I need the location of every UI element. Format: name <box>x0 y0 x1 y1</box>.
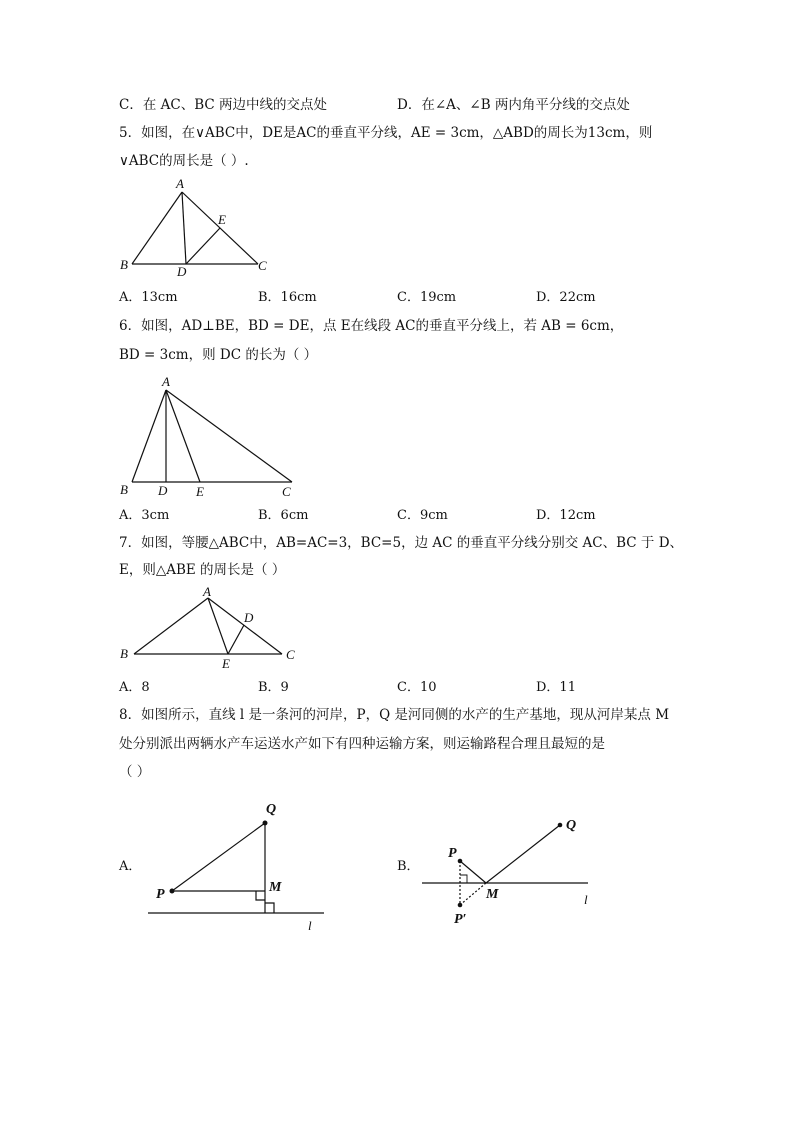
q5-segment-ab <box>132 192 182 264</box>
q5-label-e: E <box>218 212 226 227</box>
q6-label-a: A <box>162 374 170 389</box>
q8b-point-q <box>558 823 563 828</box>
q5-option-d: D．22cm <box>536 290 596 305</box>
q7-stem-line2: E，则△ABE 的周长是（ ） <box>119 562 286 578</box>
q8-stem-line3: （ ） <box>119 764 151 780</box>
q8-stem-line1: 8．如图所示，直线 l 是一条河的河岸，P，Q 是河同侧的水产的生产基地，现从河岸某点 M <box>119 707 670 723</box>
q6-segment-ac <box>166 390 292 482</box>
q7-stem-line1: 7．如图，等腰△ABC中，AB=AC=3，BC=5，边 AC 的垂直平分线分别交 AC、BC 于 D、 <box>119 535 684 551</box>
q7-triangle-figure <box>110 584 310 674</box>
q8b-right-angle-mark <box>460 875 467 883</box>
q4-option-c: C．在 AC、BC 两边中线的交点处 <box>119 97 327 113</box>
q8b-point-p <box>458 859 463 864</box>
q8a-point-q <box>263 821 268 826</box>
q7-segment-ae <box>208 598 228 654</box>
q8a-label-q: Q <box>266 802 277 817</box>
q6-stem-line2: BD = 3cm，则 DC 的长为（ ） <box>119 347 318 363</box>
q6-option-a: A．3cm <box>119 508 170 523</box>
q8b-segment-pm <box>460 861 486 883</box>
q6-label-c: C <box>282 484 291 499</box>
q8a-point-p <box>170 889 175 894</box>
q8-option-b: B． <box>397 859 420 874</box>
q7-label-b: B <box>120 646 128 661</box>
q5-triangle-figure <box>110 170 280 280</box>
q8b-label-l: l <box>584 892 588 907</box>
q6-label-d: D <box>158 483 168 498</box>
q5-label-c: C <box>258 258 267 273</box>
q8b-label-q: Q <box>566 818 577 833</box>
q6-label-e: E <box>196 484 204 499</box>
q7-segment-ac <box>208 598 282 654</box>
q8b-label-m: M <box>486 887 499 902</box>
q7-segment-de <box>228 625 244 654</box>
q8a-right-angle-mark <box>265 903 274 913</box>
q5-segment-ad <box>182 192 186 264</box>
q5-stem-line1: 5．如图，在∨ABC中，DE是AC的垂直平分线，AE = 3cm，△ABD的周长为13cm，则 <box>119 125 653 141</box>
q6-segment-ab <box>132 390 166 482</box>
q7-segment-ab <box>134 598 208 654</box>
q8-option-a: A． <box>119 859 142 874</box>
q8b-segment-mq <box>486 825 560 883</box>
q8a-label-m: M <box>269 880 282 895</box>
q5-option-c: C．19cm <box>397 290 457 305</box>
q7-label-a: A <box>203 584 211 599</box>
q5-segment-de <box>186 228 220 264</box>
q8-stem-line2: 处分别派出两辆水产车运送水产如下有四种运输方案，则运输路程合理且最短的是 <box>119 736 605 752</box>
q6-option-c: C．9cm <box>397 508 448 523</box>
q7-label-d: D <box>244 610 254 625</box>
q8b-segment-pm2 <box>460 883 486 905</box>
q5-option-a: A．13cm <box>119 290 178 305</box>
q6-option-d: D．12cm <box>536 508 596 523</box>
q4-option-d: D．在∠A、∠B 两内角平分线的交点处 <box>397 97 630 113</box>
q7-option-c: C．10 <box>397 680 437 695</box>
q8b-point-pp <box>458 903 463 908</box>
q6-stem-line1: 6．如图，AD⊥BE，BD = DE，点 E在线段 AC的垂直平分线上，若 AB = 6cm， <box>119 318 624 334</box>
q5-label-b: B <box>120 257 128 272</box>
q5-stem-line2: ∨ABC的周长是（ ）. <box>119 153 249 169</box>
q8a-segment-pq <box>172 823 265 891</box>
q5-option-b: B．16cm <box>258 290 317 305</box>
q5-label-a: A <box>176 176 184 191</box>
q6-label-b: B <box>120 482 128 497</box>
q8a-right-angle-mark-2 <box>256 891 265 900</box>
q8a-label-l: l <box>308 918 312 933</box>
q8b-label-pprime: P′ <box>454 912 467 927</box>
q8-option-a-figure <box>140 795 330 940</box>
q6-option-b: B．6cm <box>258 508 309 523</box>
q7-option-b: B．9 <box>258 680 289 695</box>
q7-option-a: A．8 <box>119 680 150 695</box>
q7-label-e: E <box>222 656 230 671</box>
q8a-label-p: P <box>156 887 165 902</box>
q6-segment-ae <box>166 390 200 482</box>
q7-label-c: C <box>286 647 295 662</box>
q8b-label-p: P <box>448 846 457 861</box>
q6-triangle-figure <box>110 372 310 502</box>
q5-label-d: D <box>177 264 187 279</box>
q8-option-b-figure <box>418 805 608 935</box>
q7-option-d: D．11 <box>536 680 576 695</box>
